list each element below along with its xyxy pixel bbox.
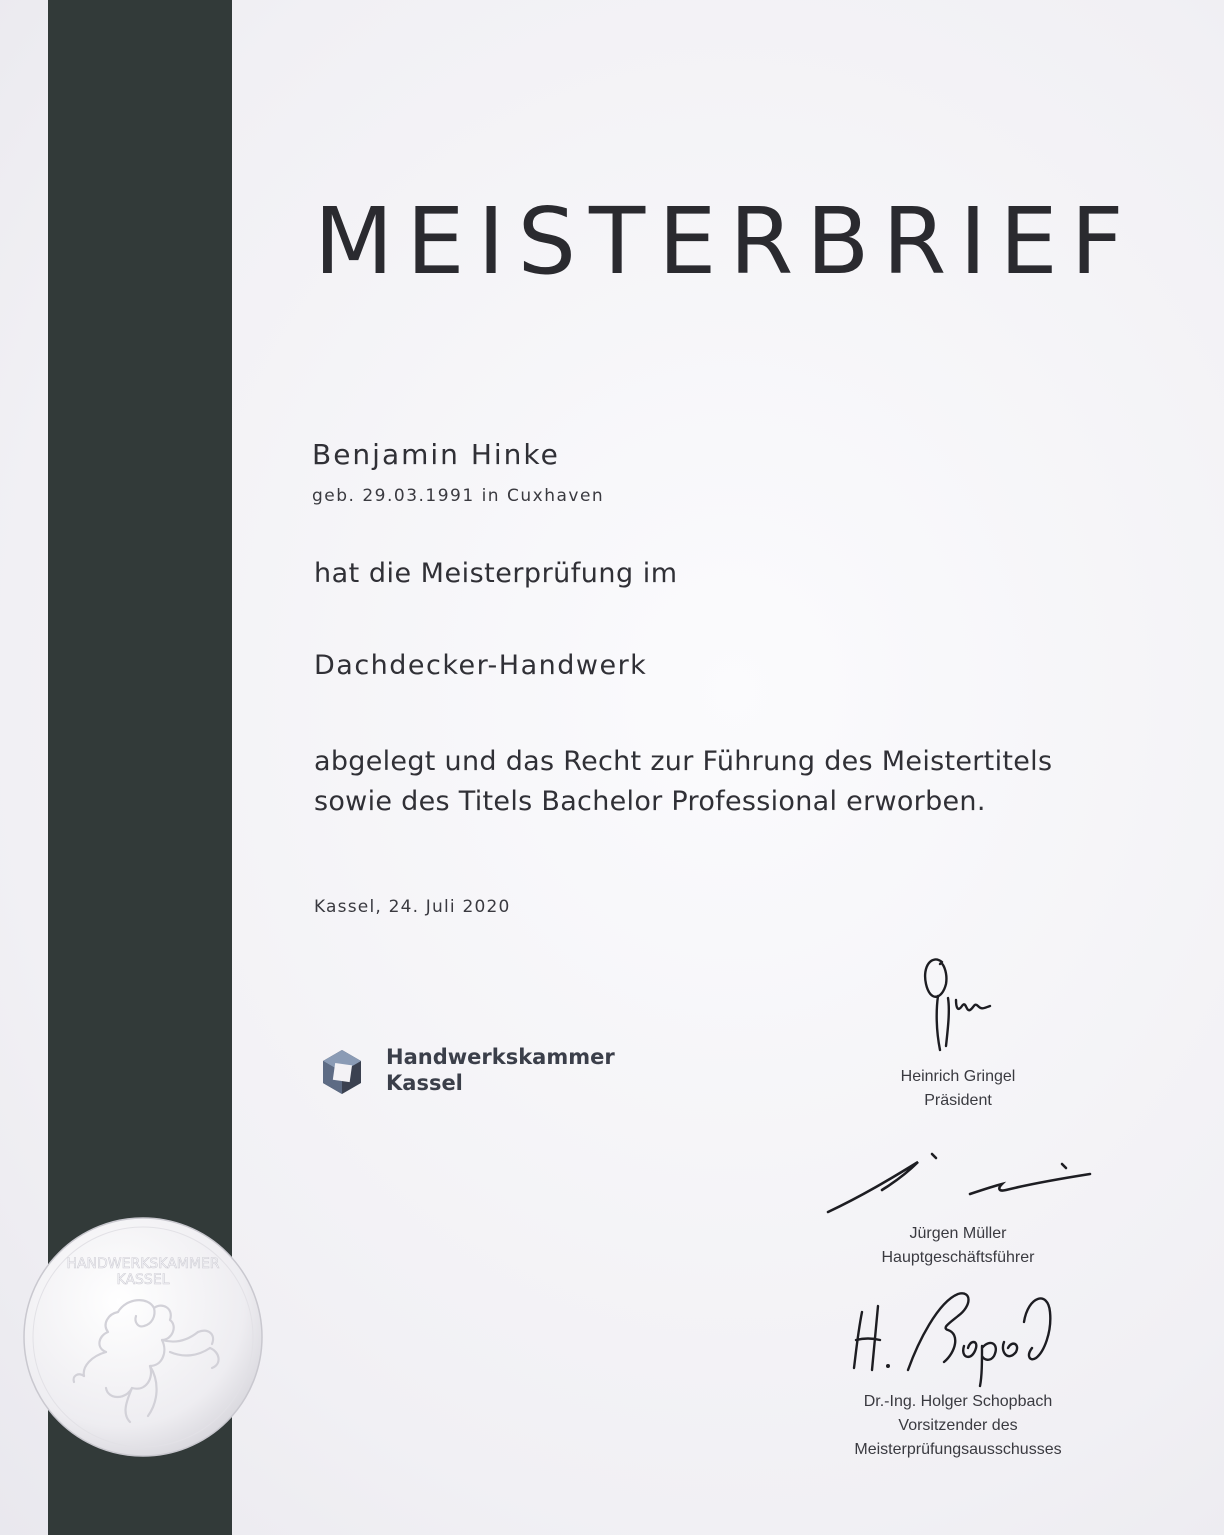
- seal-text-line: HANDWERKSKAMMER: [66, 1256, 220, 1272]
- place-date: Kassel, 24. Juli 2020: [314, 897, 511, 917]
- signatory-name: Jürgen Müller: [909, 1225, 1007, 1242]
- signatory-role: Meisterprüfungsausschusses: [854, 1441, 1062, 1458]
- embossed-seal: [22, 1216, 264, 1458]
- chamber-name: [386, 1044, 615, 1096]
- chamber-name-line: Handwerkskammer: [386, 1045, 615, 1069]
- document-title: MEISTERBRIEF: [314, 188, 1137, 295]
- signatory-name: Dr.-Ing. Holger Schopbach: [863, 1393, 1053, 1410]
- signatory-exam-chair: [798, 1390, 1118, 1462]
- statement-line: abgelegt und das Recht zur Führung des Meistertitels: [314, 746, 1053, 777]
- statement-line: sowie des Titels Bachelor Professional erworben.: [314, 786, 986, 817]
- signature-mueller: [822, 1150, 1098, 1220]
- statement-text: [314, 742, 1052, 822]
- birth-info: geb. 29.03.1991 in Cuxhaven: [312, 486, 605, 506]
- signatory-role: Vorsitzender des: [898, 1417, 1018, 1434]
- signature-gringel: [912, 950, 1002, 1060]
- signature-schopbach: [848, 1282, 1064, 1388]
- signatory-managing-director: [798, 1222, 1118, 1270]
- signatory-role: Hauptgeschäftsführer: [881, 1249, 1035, 1266]
- statement-intro: hat die Meisterprüfung im: [314, 558, 678, 589]
- seal-text-line: KASSEL: [116, 1272, 170, 1288]
- signatory-president: [798, 1065, 1118, 1113]
- trade-name: Dachdecker-Handwerk: [314, 650, 648, 681]
- recipient-name: Benjamin Hinke: [312, 438, 560, 471]
- signatory-role: Präsident: [924, 1092, 992, 1109]
- hwk-logo-icon: [318, 1048, 366, 1096]
- signatory-name: Heinrich Gringel: [900, 1068, 1016, 1085]
- chamber-name-line: Kassel: [386, 1071, 463, 1095]
